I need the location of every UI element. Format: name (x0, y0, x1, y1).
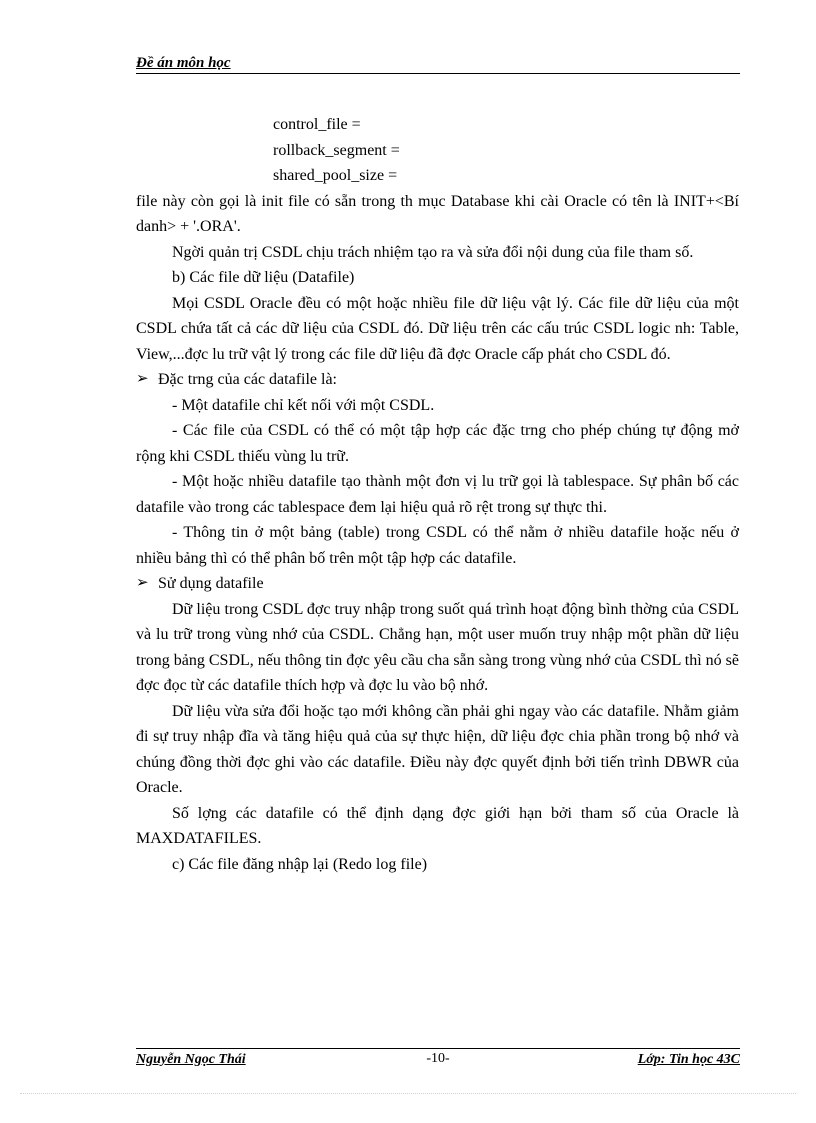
bullet-text: Sử dụng datafile (158, 575, 264, 592)
page-header (136, 55, 740, 74)
paragraph-admin-responsibility: Ngời quản trị CSDL chịu trách nhiệm tạo ra và sửa đổi nội dung của file tham số. (172, 243, 694, 261)
footer-author: Nguyễn Ngọc Thái (136, 1052, 246, 1067)
paragraph-init-file: file này còn gọi là init file có sẵn trong th mục Database khi cài Oracle có tên là INIT+<Bí danh> + '.ORA'. (136, 192, 739, 235)
arrowhead-bullet-icon: ➢ (136, 371, 149, 387)
page-footer (136, 1048, 740, 1071)
page-bottom-divider (20, 1093, 796, 1094)
section-heading-redo-log: c) Các file đăng nhập lại (Redo log file) (172, 855, 428, 873)
list-item-tablespace: - Một hoặc nhiều datafile tạo thành một đơn vị lu trữ gọi là tablespace. Sự phân bố các datafile vào trong các tablespace đem lại hiệu quả rõ rệt trong sự thực thi. (136, 473, 739, 516)
list-item-auto-extend: - Các file của CSDL có thể có một tập hợp các đặc trng cho phép chúng tự động mở rộng khi CSDL thiếu vùng lu trữ. (136, 422, 739, 465)
document-body (136, 112, 739, 877)
paragraph-data-access: Dữ liệu trong CSDL đợc truy nhập trong suốt quá trình hoạt động bình thờng của CSDL và lu trữ trong vùng nhớ của CSDL. Chẳng hạn, một user muốn truy nhập một phần dữ liệu trong bảng CSDL, nếu thông tin đợc yêu cầu cha sẵn sàng trong vùng nhớ của CSDL thì nó sẽ đợc đọc từ các datafile thích hợp và đợc lu vào bộ nhớ. (136, 600, 739, 694)
footer-class-label: Lớp: Tin học 43C (637, 1052, 740, 1067)
bullet-using-datafile (136, 571, 739, 597)
paragraph-maxdatafiles: Số lợng các datafile có thể định dạng đợc giới hạn bởi tham số của Oracle là MAXDATAFILES. (136, 804, 739, 847)
list-item-table-distribution: - Thông tin ở một bảng (table) trong CSDL có thể nằm ở nhiều datafile hoặc nếu ở nhiều bảng thì có thể phân bố trên một tập hợp các datafile. (136, 524, 739, 567)
list-item-one-database: - Một datafile chỉ kết nối với một CSDL. (172, 396, 435, 414)
header-title: Đề án môn học (136, 55, 231, 71)
config-line-rollback-segment: rollback_segment = (273, 141, 400, 159)
config-line-control-file: control_file = (273, 116, 361, 133)
bullet-text: Đặc trng của các datafile là: (158, 371, 337, 388)
config-line-shared-pool-size: shared_pool_size = (273, 167, 398, 184)
section-heading-datafile: b) Các file dữ liệu (Datafile) (172, 269, 355, 286)
paragraph-dbwr: Dữ liệu vừa sửa đổi hoặc tạo mới không cần phải ghi ngay vào các datafile. Nhằm giảm đi sự truy nhập đĩa và tăng hiệu quả của sự thực hiện, dữ liệu đợc chia phần trong bộ nhớ và chúng đồng thời đợc ghi vào các datafile. Điều này đợc quyết định bởi tiến trình DBWR của Oracle. (136, 702, 739, 796)
arrowhead-bullet-icon: ➢ (136, 575, 149, 591)
paragraph-datafile-intro: Mọi CSDL Oracle đều có một hoặc nhiều file dữ liệu vật lý. Các file dữ liệu của một CSDL chứa tất cả các dữ liệu của CSDL đó. Dữ liệu trên các cấu trúc CSDL logic nh: Table, View,...đợc lu trữ vật lý trong các file dữ liệu đã đợc Oracle cấp phát cho CSDL đó. (136, 294, 739, 363)
page-number: -10- (426, 1051, 450, 1066)
bullet-datafile-characteristics (136, 367, 739, 393)
